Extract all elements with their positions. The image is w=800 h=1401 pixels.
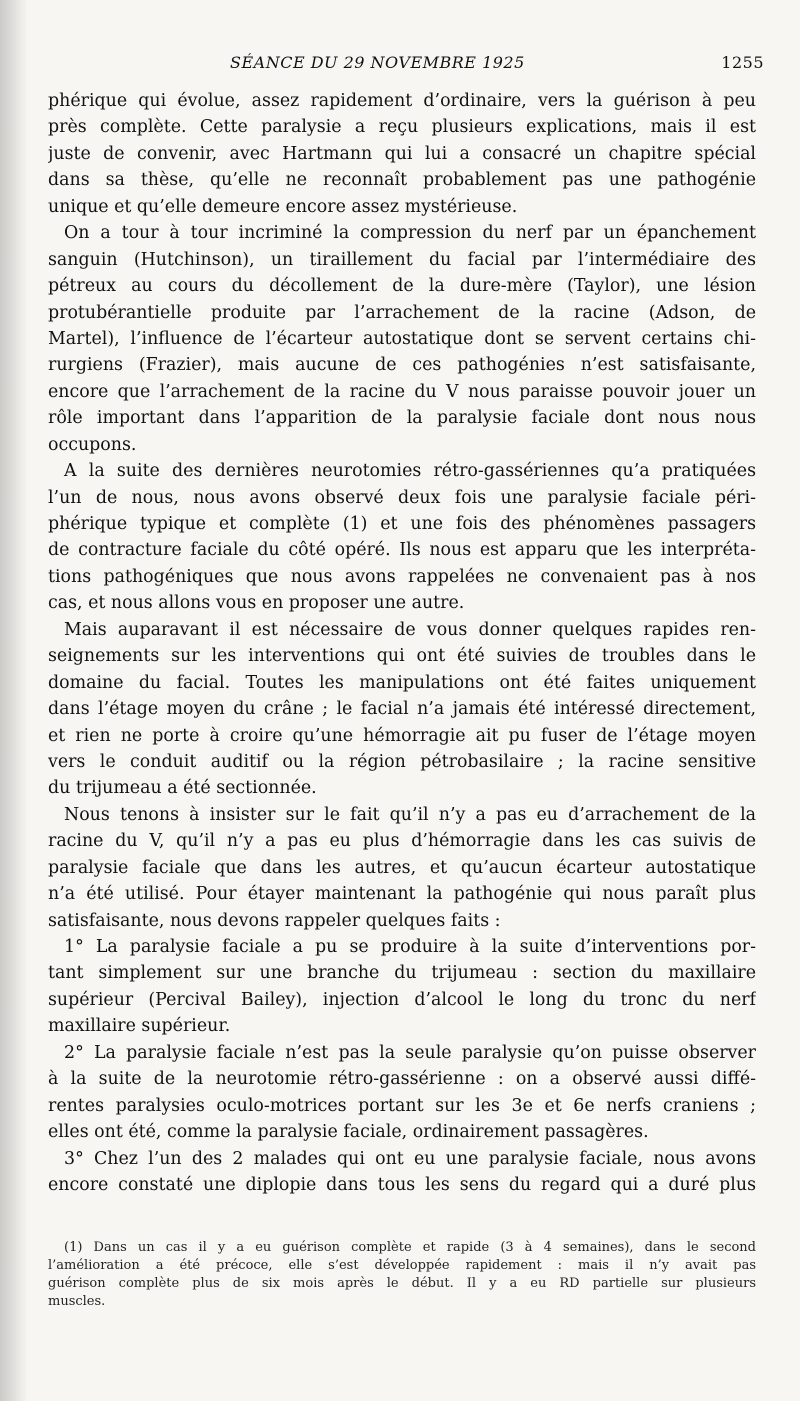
text-line: domaine du facial. Toutes les manipulations ont été faites uniquement	[48, 672, 756, 693]
text-line: 1° La paralysie faciale a pu se produire à la suite d’interventions por-	[64, 937, 756, 957]
text-line: tant simplement sur une branche du trijumeau : section du maxillaire	[48, 963, 756, 984]
text-line: encore que l’arrachement de la racine du V nous paraisse pouvoir jouer un	[48, 381, 756, 402]
text-line: sanguin (Hutchinson), un tiraillement du facial par l’intermédiaire des	[48, 249, 756, 270]
text-line: près complète. Cette paralysie a reçu plusieurs explications, mais il est	[48, 117, 756, 138]
text-line: et rien ne porte à croire qu’une hémorragie ait pu fuser de l’étage moyen	[48, 725, 756, 746]
text-line: rôle important dans l’apparition de la paralysie faciale dont nous nous	[48, 408, 756, 429]
text-line: phérique typique et complète (1) et une fois des phénomènes passagers	[48, 514, 756, 534]
text-line: Nous tenons à insister sur le fait qu’il n’y a pas eu d’arrachement de la	[64, 804, 756, 825]
footnote-line: muscles.	[48, 1294, 106, 1309]
text-line: elles ont été, comme la paralysie faciale, ordinairement passagères.	[48, 1122, 649, 1143]
text-line: de contracture faciale du côté opéré. Ils nous est apparu que les interpréta-	[48, 540, 756, 561]
text-line: tions pathogéniques que nous avons rappelées ne convenaient pas à nos	[48, 566, 756, 587]
text-line: Mais auparavant il est nécessaire de vous donner quelques rapides ren-	[64, 619, 756, 640]
page-number: 1255	[721, 53, 764, 72]
text-line: unique et qu’elle demeure encore assez mystérieuse.	[48, 196, 518, 217]
scan-edge-shadow	[0, 0, 28, 1401]
text-line: 2° La paralysie faciale n’est pas la seule paralysie qu’on puisse observer	[64, 1042, 756, 1063]
footnote-line: (1) Dans un cas il y a eu guérison complète et rapide (3 à 4 semaines), dans le second	[64, 1240, 756, 1255]
text-line: seignements sur les interventions qui ont été suivies de troubles dans le	[48, 646, 756, 667]
text-line: A la suite des dernières neurotomies rétro-gassériennes qu’a pratiquées	[64, 461, 756, 482]
text-line: dans sa thèse, qu’elle ne reconnaît probablement pas une pathogénie	[48, 170, 756, 191]
text-line: phérique qui évolue, assez rapidement d’ordinaire, vers la guérison à peu	[48, 91, 756, 111]
body-text	[48, 88, 756, 1198]
text-line: juste de convenir, avec Hartmann qui lui a consacré un chapitre spécial	[48, 143, 756, 164]
text-line: maxillaire supérieur.	[48, 1016, 231, 1037]
text-line: à la suite de la neurotomie rétro-gassérienne : on a observé aussi diffé-	[48, 1069, 756, 1090]
text-line: satisfaisante, nous devons rappeler quelques faits :	[48, 910, 501, 931]
text-line: rurgiens (Frazier), mais aucune de ces pathogénies n’est satisfaisante,	[48, 355, 756, 376]
footnote-line: l’amélioration a été précoce, elle s’est développée rapidement : mais il n’y avait pas	[48, 1258, 756, 1273]
text-line: cas, et nous allons vous en proposer une autre.	[48, 593, 465, 614]
text-line: rentes paralysies oculo-motrices portant sur les 3e et 6e nerfs craniens ;	[48, 1095, 756, 1116]
page-header	[48, 53, 768, 79]
text-line: occupons.	[48, 434, 137, 455]
text-line: 3° Chez l’un des 2 malades qui ont eu une paralysie faciale, nous avons	[64, 1148, 756, 1169]
text-line: pétreux au cours du décollement de la dure-mère (Taylor), une lésion	[48, 276, 756, 297]
text-line: vers le conduit auditif ou la région pétrobasilaire ; la racine sensitive	[48, 751, 756, 772]
running-head: SÉANCE DU 29 NOVEMBRE 1925	[230, 53, 525, 72]
footnote	[48, 1239, 756, 1311]
text-line: encore constaté une diplopie dans tous les sens du regard qui a duré plus	[48, 1174, 756, 1195]
text-line: Martel), l’influence de l’écarteur autostatique dont se servent certains chi-	[48, 328, 756, 349]
footnote-line: guérison complète plus de six mois après le début. Il y a eu RD partielle sur plusieurs	[48, 1276, 756, 1291]
text-line: du trijumeau a été sectionnée.	[48, 778, 317, 799]
text-line: racine du V, qu’il n’y a pas eu plus d’hémorragie dans les cas suivis de	[48, 831, 756, 852]
text-line: protubérantielle produite par l’arrachement de la racine (Adson, de	[48, 302, 756, 323]
text-line: On a tour à tour incriminé la compression du nerf par un épanchement	[64, 223, 756, 244]
text-line: dans l’étage moyen du crâne ; le facial n’a jamais été intéressé directement,	[48, 699, 756, 720]
text-line: n’a été utilisé. Pour étayer maintenant la pathogénie qui nous paraît plus	[48, 884, 756, 905]
text-line: supérieur (Percival Bailey), injection d’alcool le long du tronc du nerf	[48, 989, 756, 1010]
text-line: l’un de nous, nous avons observé deux fois une paralysie faciale péri-	[48, 487, 756, 508]
text-line: paralysie faciale que dans les autres, et qu’aucun écarteur autostatique	[48, 857, 756, 878]
